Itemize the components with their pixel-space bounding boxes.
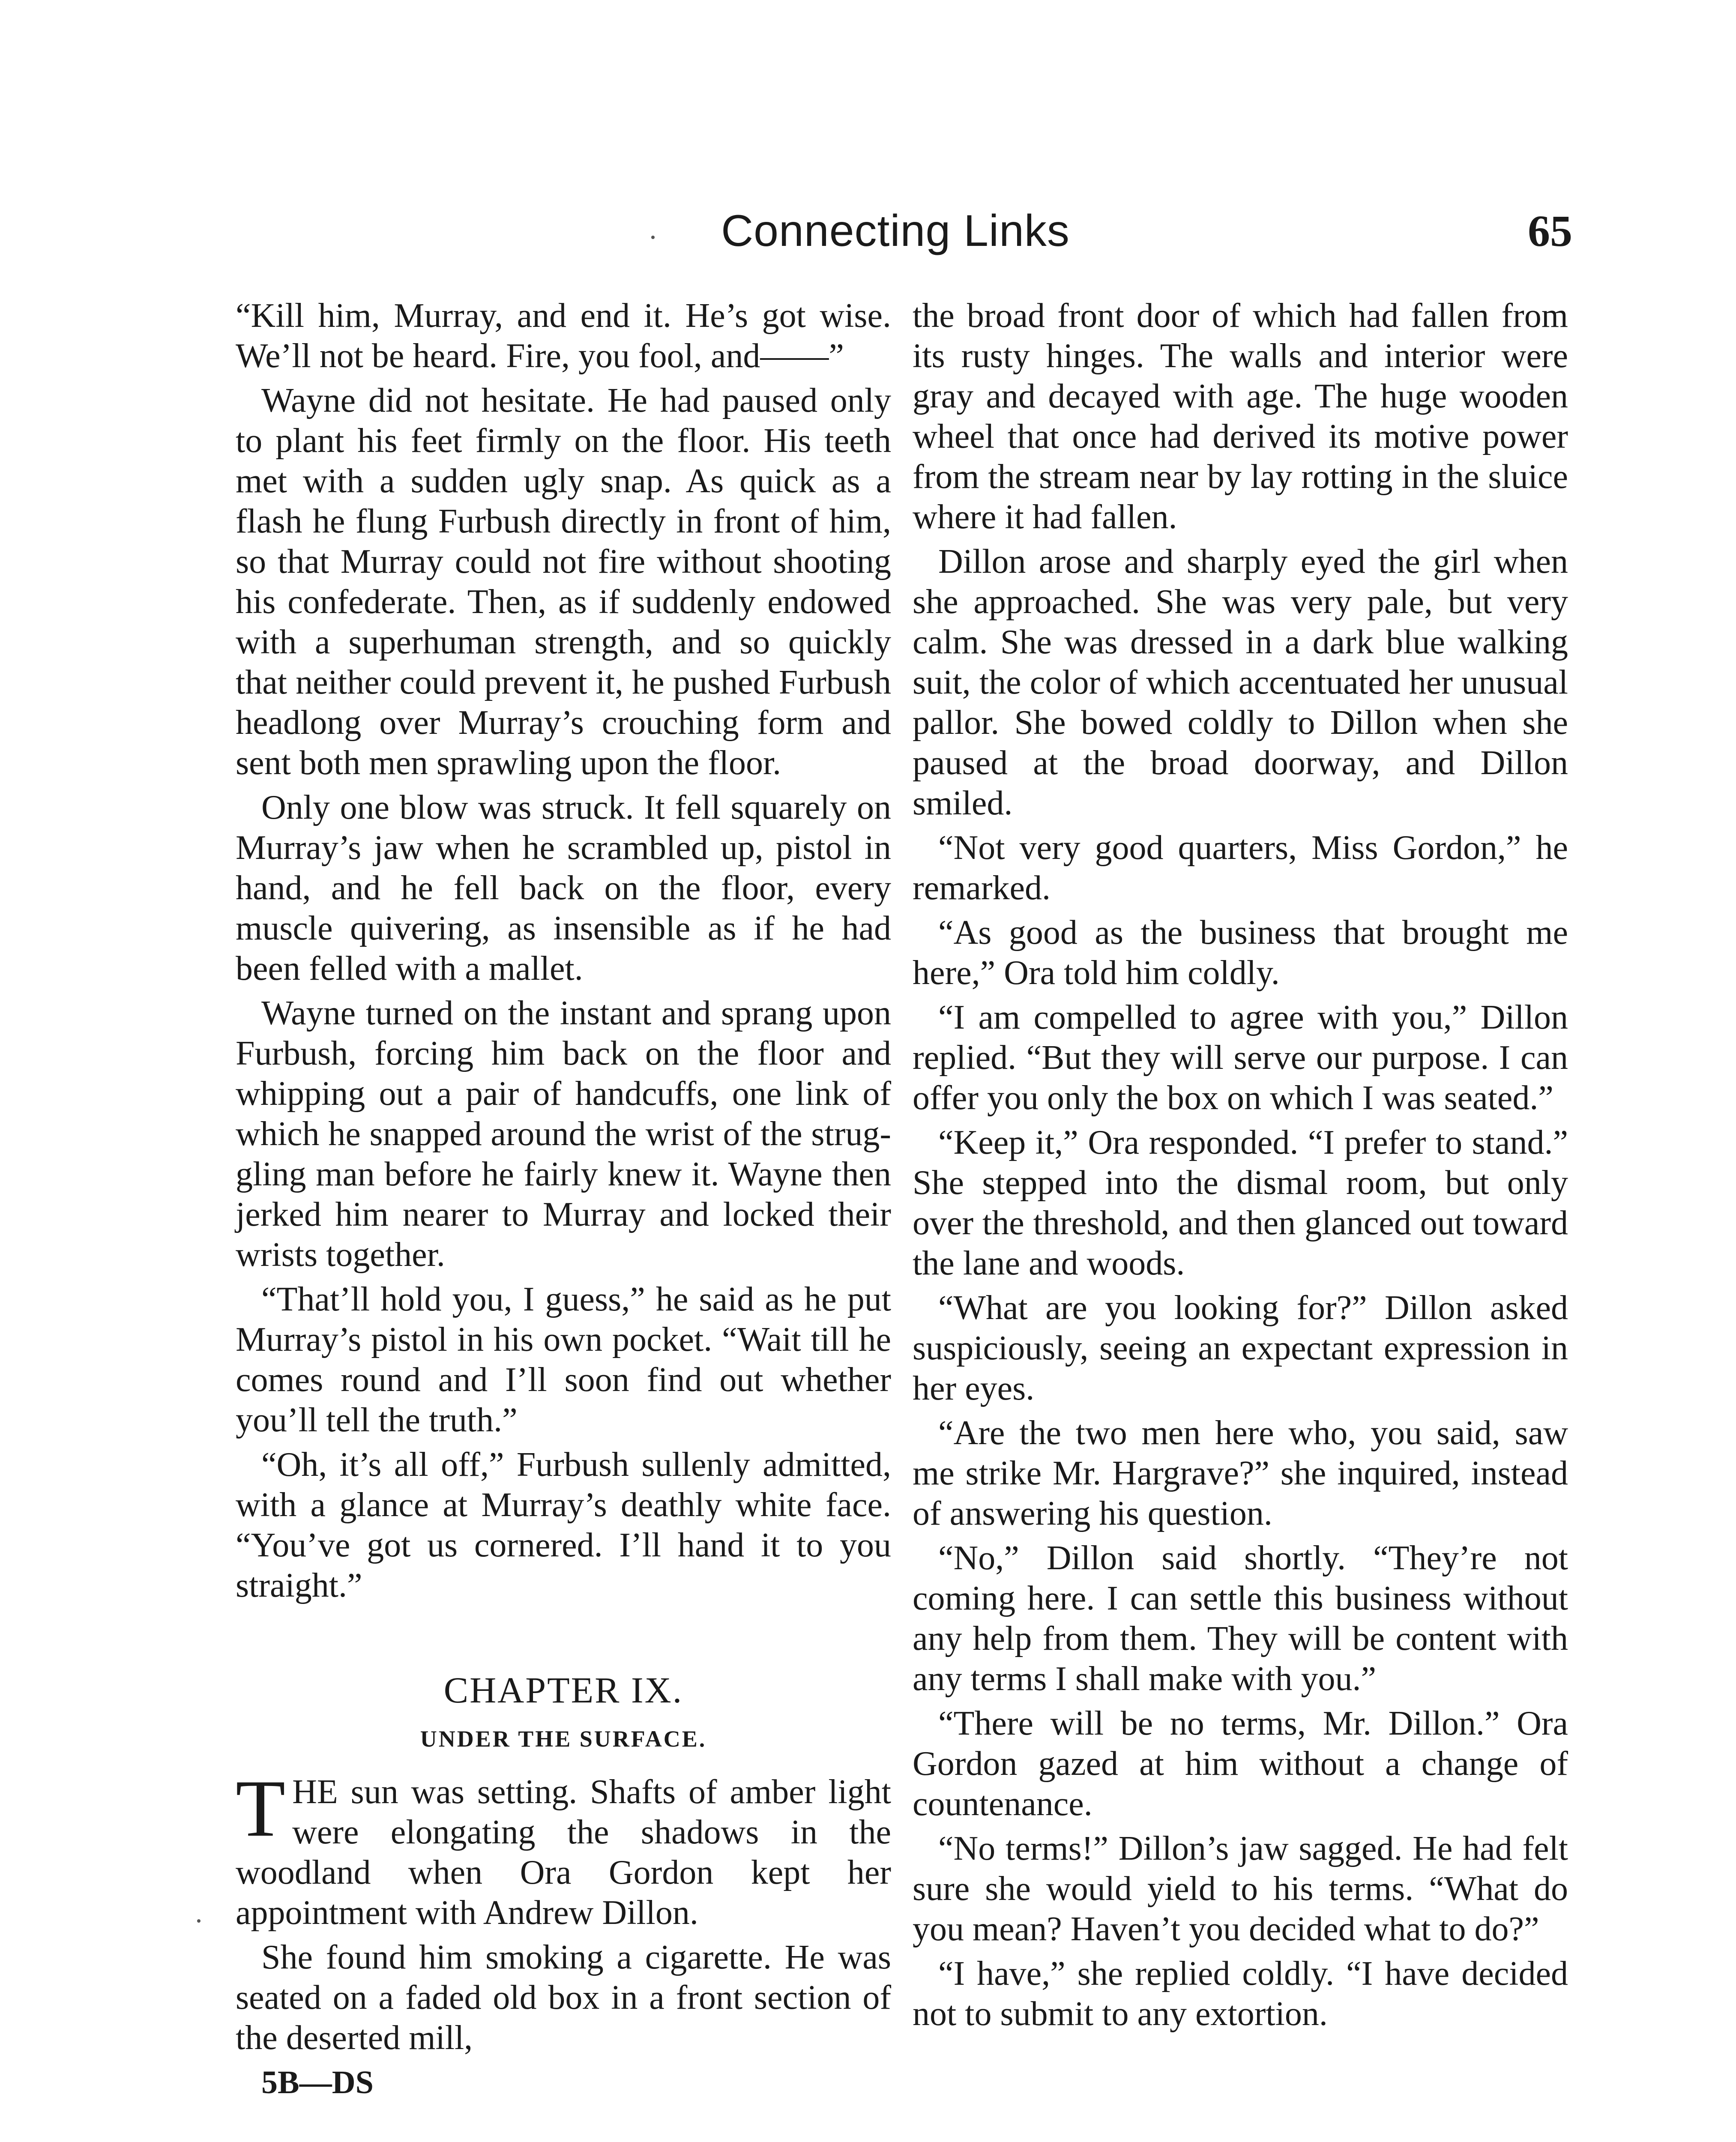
paragraph: Wayne turned on the instant and sprang upon Furbush, forcing him back on the floor and whipping out a pair of handcuffs, one link of which he snapped around the wrist of the struggling man before he fairly knew it. Wayne then jerked him nearer to Murray and locked their wrists together. bbox=[236, 994, 891, 1274]
chapter-opening-paragraph bbox=[236, 1764, 891, 1933]
chapter-title: CHAPTER IX. bbox=[443, 1669, 683, 1711]
paragraph: Wayne did not hesitate. He had paused only to plant his feet firmly on the floor. His teeth met with a sudden ugly snap. As quick as a flash he flung Furbush directly in front of him, so that Murray could not fire without shooting his confederate. Then, as if suddenly endowed with a superhuman strength, and so quickly that neither could prevent it, he pushed Furbush headlong over Murray’s crouching form and sent both men sprawling upon the floor. bbox=[236, 382, 891, 782]
running-title: Connecting Links bbox=[721, 206, 1070, 256]
paragraph: “Kill him, Murray, and end it. He’s got wise. We’ll not be heard. Fire, you fool, and——” bbox=[236, 297, 891, 375]
page-header bbox=[214, 206, 1577, 266]
print-speck bbox=[651, 236, 655, 239]
paragraph: “Are the two men here who, you said, saw me strike Mr. Hargrave?” she inquired, instead of answering his question. bbox=[913, 1414, 1568, 1532]
right-column bbox=[913, 296, 1568, 2038]
paragraph: “What are you looking for?” Dillon asked suspiciously, seeing an expectant expression in her eyes. bbox=[913, 1289, 1568, 1407]
paragraph: Only one blow was struck. It fell squarely on Murray’s jaw when he scrambled up, pistol in hand, and he fell back on the floor, every muscle quivering, as insensible as if he had been felled with a mallet. bbox=[236, 789, 891, 987]
left-column bbox=[236, 296, 891, 2103]
paragraph: “As good as the business that brought me here,” Ora told him coldly. bbox=[913, 914, 1568, 992]
paragraph: “Keep it,” Ora responded. “I prefer to stand.” She stepped into the dismal room, but only over the threshold, and then glanced out toward the lane and woods. bbox=[913, 1124, 1568, 1282]
print-speck bbox=[197, 1919, 201, 1923]
paragraph: “There will be no terms, Mr. Dillon.” Ora Gordon gazed at him without a change of countenance. bbox=[913, 1705, 1568, 1823]
paragraph: the broad front door of which had fallen from its rusty hinges. The walls and interior were gray and decayed with age. The huge wooden wheel that once had derived its motive power from the stream near by lay rotting in the sluice where it had fallen. bbox=[913, 297, 1568, 536]
paragraph: Dillon arose and sharply eyed the girl when she approached. She was very pale, but very calm. She was dressed in a dark blue walking suit, the color of which accentuated her unusual pallor. She bowed coldly to Dillon when she paused at the broad doorway, and Dillon smiled. bbox=[913, 543, 1568, 822]
chapter-subtitle: UNDER THE SURFACE. bbox=[420, 1726, 707, 1752]
paragraph: “That’ll hold you, I guess,” he said as he put Murray’s pistol in his own pocket. “Wait till he comes round and I’ll soon find out whether you’ll tell the truth.” bbox=[236, 1280, 891, 1439]
page-number: 65 bbox=[1528, 206, 1572, 256]
drop-cap: T bbox=[236, 1764, 286, 1854]
paragraph: “I have,” she replied coldly. “I have decided not to submit to any extortion. bbox=[913, 1955, 1568, 2033]
paragraph: “I am compelled to agree with you,” Dillon replied. “But they will serve our purpose. I can offer you only the box on which I was seated.” bbox=[913, 999, 1568, 1117]
paragraph: “Oh, it’s all off,” Furbush sullenly admitted, with a glance at Murray’s deathly white face. “You’ve got us cornered. I’ll hand it to you straight.” bbox=[236, 1446, 891, 1604]
signature-mark: 5B—DS bbox=[261, 2064, 374, 2100]
chapter-opening-text: HE sun was setting. Shafts of amber light were elongating the shadows in the woodland when Ora Gordon kept her appointment with Andrew Dillon. bbox=[236, 1773, 891, 1932]
paragraph: She found him smoking a cigarette. He was seated on a faded old box in a front section of the deserted mill, bbox=[236, 1939, 891, 2057]
paragraph: “No terms!” Dillon’s jaw sagged. He had felt sure she would yield to his terms. “What do you mean? Haven’t you decided what to do?” bbox=[913, 1830, 1568, 1948]
paragraph: “Not very good quarters, Miss Gordon,” he remarked. bbox=[913, 829, 1568, 907]
paragraph: “No,” Dillon said shortly. “They’re not coming here. I can settle this business without any help from them. They will be content with any terms I shall make with you.” bbox=[913, 1539, 1568, 1698]
